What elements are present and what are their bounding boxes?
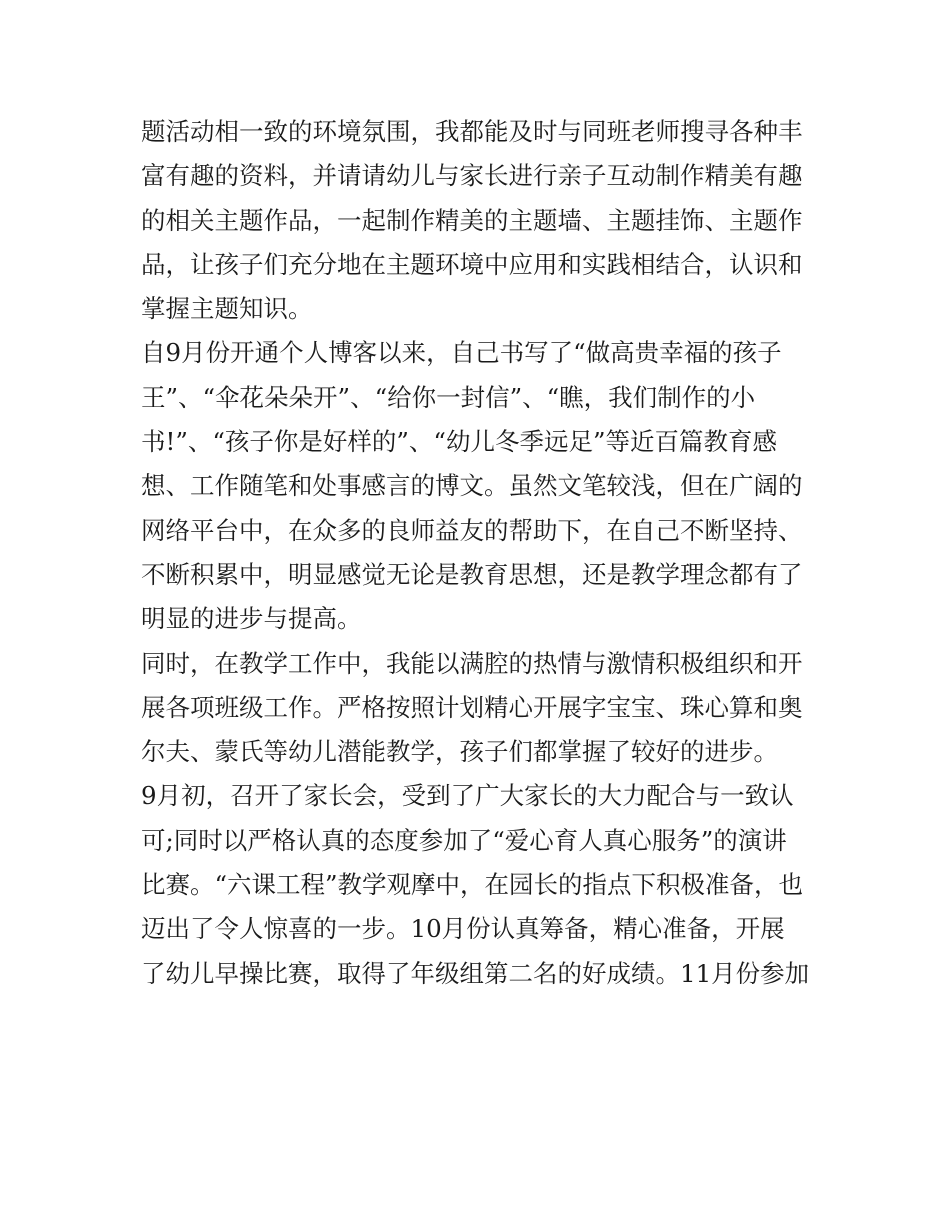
text-line: 明显的进步与提高。	[141, 604, 362, 634]
text-line: 自9月份开通个人博客以来，自己书写了“做高贵幸福的孩子	[141, 338, 782, 368]
text-line: 想、工作随笔和处事感言的博文。虽然文笔较浅，但在广阔的	[141, 471, 803, 501]
text-line: 品，让孩子们充分地在主题环境中应用和实践相结合，认识和	[141, 249, 803, 279]
text-line: 网络平台中，在众多的良师益友的帮助下，在自己不断坚持、	[141, 515, 803, 545]
text-line: 掌握主题知识。	[141, 294, 313, 324]
text-line: 迈出了令人惊喜的一步。10月份认真筹备，精心准备，开展	[141, 914, 785, 944]
text-line: 王”、“伞花朵朵开”、“给你一封信”、“瞧，我们制作的小	[141, 382, 756, 412]
text-line: 比赛。“六课工程”教学观摩中，在园长的指点下积极准备，也	[141, 870, 804, 900]
text-line: 了幼儿早操比赛，取得了年级组第二名的好成绩。11月份参加	[141, 958, 810, 988]
text-line: 尔夫、蒙氏等幼儿潜能教学，孩子们都掌握了较好的进步。	[141, 737, 778, 767]
text-line: 书!”、“孩子你是好样的”、“幼儿冬季远足”等近百篇教育感	[141, 427, 777, 457]
body-text	[141, 110, 821, 996]
text-line: 展各项班级工作。严格按照计划精心开展字宝宝、珠心算和奥	[141, 692, 803, 722]
text-line: 可;同时以严格认真的态度参加了“爱心育人真心服务”的演讲	[141, 825, 787, 855]
text-line: 富有趣的资料，并请请幼儿与家长进行亲子互动制作精美有趣	[141, 161, 803, 191]
text-line: 题活动相一致的环境氛围，我都能及时与同班老师搜寻各种丰	[141, 117, 803, 146]
text-line: 同时，在教学工作中，我能以满腔的热情与激情积极组织和开	[141, 648, 803, 678]
text-line: 不断积累中，明显感觉无论是教育思想，还是教学理念都有了	[141, 559, 803, 589]
text-line: 9月初，召开了家长会，受到了广大家长的大力配合与一致认	[141, 781, 794, 811]
text-line: 的相关主题作品，一起制作精美的主题墙、主题挂饰、主题作	[141, 205, 803, 235]
